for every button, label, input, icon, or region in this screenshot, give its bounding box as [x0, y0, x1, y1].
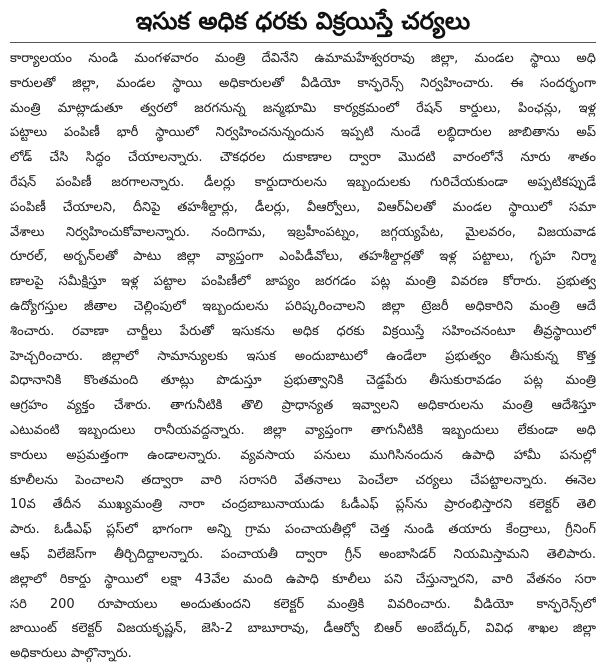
article-line: పంపిణీ చేయాలని, దీనిపై తహశీల్దార్లు, డీలర్లు, వీఆర్వోలు, విఆర్ఏలతో మండల స్థాయిలో సమా [10, 199, 596, 215]
article-line: మంత్రి మాట్లాడుతూ త్వరలో జరగనున్న జన్మభూమి కార్యక్రమంలో రేషన్ కార్డులు, పింఛన్లు, ఇళ్ల [10, 100, 596, 116]
article-line: సరి 200 రూపాయలు అందుతుందని కలెక్టర్ మంత్రికి వివరించారు. వీడియో కాన్ఫరెన్స్‌లో [10, 596, 596, 612]
article-line: 10వ తేదీన ముఖ్యమంత్రి నారా చంద్రబాబునాయుడు ఓడీఎఫ్ ప్లస్‌ను ప్రారంభిస్తారని కలెక్టర్ తెలి [10, 497, 596, 513]
article-line: లోడ్ చేసి సిద్ధం చేయాలన్నారు. చౌకధరల దుకాణాల ద్వారా మొదటి వారంలోనే నూరు శాతం [10, 150, 596, 166]
article-headline: ఇసుక అధిక ధరకు విక్రయిస్తే చర్యలు [135, 7, 471, 35]
article-line: ఉద్యోగస్తుల జీతాల చెల్లింపులో ఇబ్బందులను పరిష్కరించాలని జిల్లా ట్రెజరీ అధికారిని మంత్రి ఆదే [10, 298, 596, 314]
article-line: హెచ్చరించారు. జిల్లాలో సామాన్యులకు ఇసుక అందుబాటులో ఉండేలా ప్రభుత్వం తీసుకున్న కొత్త [10, 348, 596, 364]
article-body [10, 47, 596, 667]
article-line: వేశాలు నిర్వహించుకోవాలన్నారు. నందిగామ, ఇబ్రహీంపట్నం, జగ్గయ్యపేట, మైలవరం, విజయవాడ [10, 224, 596, 240]
article-line: రూరల్, అర్బన్‌లతో పాటు జిల్లా వ్యాప్తంగా ఎంపిడీవోలు, తహశీల్దార్లతో ఇళ్ల పట్టాలు, గృహ నిర్మా [10, 249, 596, 265]
article-line: ణాలపై సమీక్షిస్తూ ఇళ్ల పట్టాల పంపిణీలో జాప్యం జరగడం పట్ల మంత్రి వివరణ కోరారు. ప్రభుత్వ [10, 274, 596, 290]
article-line: కూలీలను పెంచాలని తద్వారా వారి సరాసరి వేతనాలు పెంచేలా చర్యలు చేపట్టాలన్నారు. ఈనెల [10, 472, 596, 488]
article-line: ఎటువంటి ఇబ్బందులు రానీయవద్దన్నారు. జిల్లా వ్యాప్తంగా తాగునీటికి ఇబ్బందులు లేకుండా అధి [10, 422, 596, 438]
article-line: కార్యాలయం నుండి మంగళవారం మంత్రి దేవినేని ఉమామహేశ్వరరావు జిల్లా, మండల స్థాయి అధి [10, 51, 596, 66]
article-line: ఆఫ్ విలేజెస్‌గా తీర్చిదిద్దాలన్నారు. పంచాయతీ ద్వారా గ్రీన్ అంబాసిడర్ నియమిస్తామని తెలిపారు. [10, 546, 596, 562]
article-line: రేషన్ పంపిణీ జరగాలన్నారు. డీలర్లు కార్డుదారులను ఇబ్బందులకు గురిచేయకుండా అప్పటికప్పుడే [10, 174, 596, 190]
article-line: కారులతో జిల్లా, మండల స్థాయి అధికారులతో వీడియో కాన్ఫరెన్స్ నిర్వహించారు. ఈ సందర్భంగా [10, 75, 596, 91]
article-line: పారు. ఓడీఎఫ్ ప్లస్‌లో భాగంగా అన్ని గ్రామ పంచాయతీల్లో చెత్త నుండి తయారు కేంద్రాలు, గ్రీనింగ్ [10, 522, 596, 538]
article-line: పట్టాలు పంపిణీ భారీ స్థాయిలో నిర్వహించనున్నందున ఇప్పటి నుండే లబ్ధిదారుల జాబితాను అప్ [10, 125, 596, 141]
article-line: జాయింట్ కలెక్టర్ విజయకృష్ణన్, జెసి-2 బాబూరావు, డీఆర్వో బిఆర్ అంబేద్కర్, వివిధ శాఖల జిల్లా [10, 621, 596, 637]
article-line: జిల్లాలో రికార్డు స్థాయిలో లక్షా 43వేల మంది ఉపాధి కూలీలు పని చేస్తున్నారని, వారి వేతనం సరా [10, 571, 596, 587]
article-line: శించారు. రవాణా చార్జీలు పేరుతో ఇసుకను అధిక ధరకు విక్రయిస్తే సహించనంటూ తీవ్రస్థాయిలో [10, 323, 596, 339]
article-line: విధానానికి కొంతమంది తూట్లు పొడుస్తూ ప్రభుత్వానికి చెడ్డపేరు తీసుకురావడం పట్ల మంత్రి [10, 373, 596, 389]
article-line: ఆగ్రహం వ్యక్తం చేశారు. తాగునీటికి తొలి ప్రాధాన్యత ఇవ్వాలని అధికారులను మంత్రి ఆదేశిస్తూ [10, 398, 596, 414]
article-line: అధికారులు పాల్గొన్నారు. [10, 646, 132, 662]
article-line: కారులు అప్రమత్తంగా ఉండాలన్నారు. వ్యవసాయ పనులు ముగిసినందున ఉపాధి హామీ పనుల్లో [10, 447, 596, 463]
headline-divider [10, 42, 596, 43]
